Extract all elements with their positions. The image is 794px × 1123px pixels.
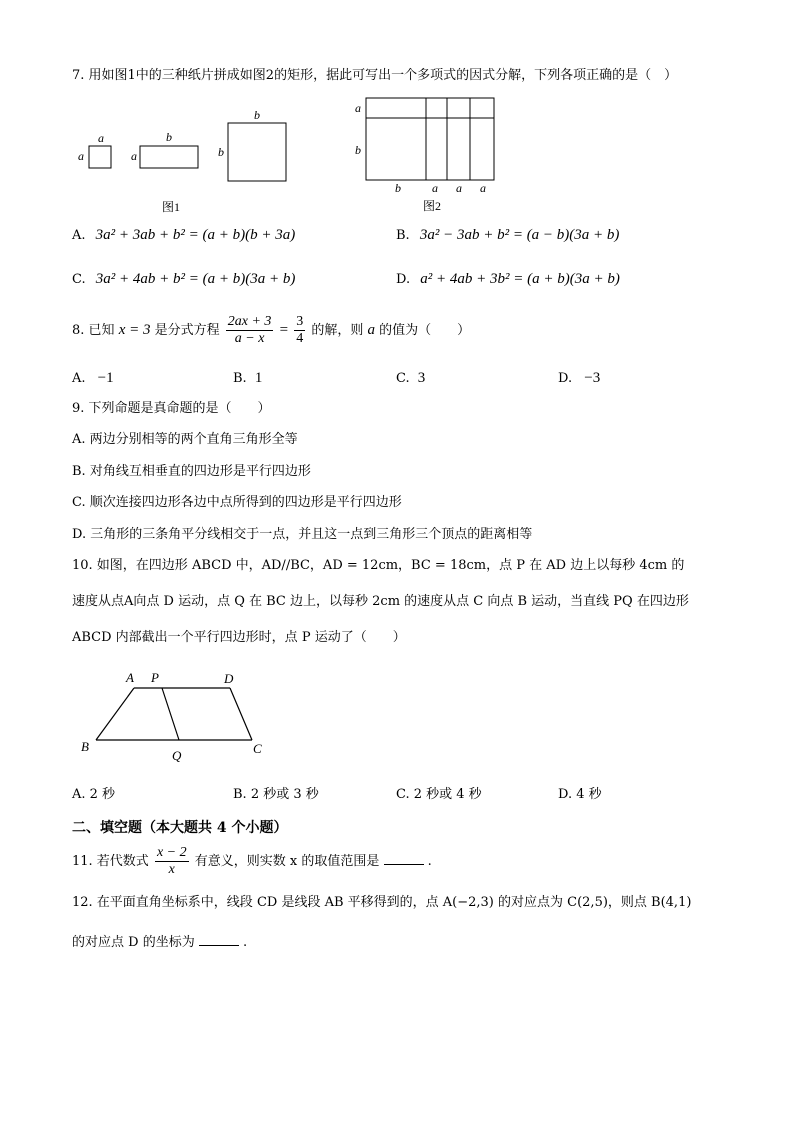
fig2-bottom-a3: a <box>480 181 486 195</box>
q12-answer-blank[interactable] <box>199 933 239 946</box>
side-dc <box>230 688 252 740</box>
q11-stem: 11. 若代数式 $\frac{x - 2}{x}$ 有意义，则实数 x 的取值范围是 . <box>72 845 432 877</box>
q8-condition: x = 3 <box>118 322 151 338</box>
q7-option-c-formula: 3a² + 4ab + b² = (a + b)(3a + b) <box>95 271 296 287</box>
q12-stem-line2: 的对应点 D 的坐标为 . <box>72 935 248 950</box>
fig1-caption: 图1 <box>162 200 181 214</box>
fig2-caption: 图2 <box>423 199 442 213</box>
large-square-b <box>228 123 286 181</box>
fig2-bottom-a1: a <box>432 181 438 195</box>
q10-stem-line1: 10. 如图，在四边形 ABCD 中，AD//BC，AD = 12cm，BC = 18cm，点 P 在 AD 边上以每秒 4cm 的 <box>72 558 685 573</box>
q9-option-a[interactable]: A. 两边分别相等的两个直角三角形全等 <box>72 432 298 447</box>
sq-b-left-label: b <box>218 145 224 159</box>
big-rectangle <box>366 98 494 180</box>
q10-option-d[interactable]: D. 4 秒 <box>558 787 602 802</box>
q9-option-d[interactable]: D. 三角形的三条角平分线相交于一点，并且这一点到三角形三个顶点的距离相等 <box>72 527 533 542</box>
q8-fraction-left: $\frac{2ax + 3}{a - x}$ <box>227 314 272 346</box>
sq-a-top-label: a <box>98 131 104 145</box>
q10-stem-line2: 速度从点A向点 D 运动，点 Q 在 BC 边上，以每秒 2cm 的速度从点 C 向点 B 运动，当直线 PQ 在四边形 <box>72 594 689 609</box>
q7-option-d[interactable]: D. a² + 4ab + 3b² = (a + b)(3a + b) <box>396 271 620 287</box>
segment-pq <box>162 688 179 740</box>
side-ab <box>96 688 134 740</box>
q10-stem-line3: ABCD 内部截出一个平行四边形时，点 P 运动了（ ） <box>72 630 406 645</box>
rect-ab <box>140 146 198 168</box>
q7-option-b[interactable]: B. 3a² − 3ab + b² = (a − b)(3a + b) <box>396 227 620 243</box>
label-d: D <box>224 671 234 686</box>
q7-stem: 7. 用如图1中的三种纸片拼成如图2的矩形，据此可写出一个多项式的因式分解，下列各项正确的是（ ） <box>72 68 678 83</box>
q7-option-a[interactable]: A. 3a² + 3ab + b² = (a + b)(b + 3a) <box>72 227 296 243</box>
sq-b-top-label: b <box>254 108 260 122</box>
q11-fraction: $\frac{x - 2}{x}$ <box>156 845 187 877</box>
q7-option-b-formula: 3a² − 3ab + b² = (a − b)(3a + b) <box>419 227 620 243</box>
sq-a-left-label: a <box>78 149 84 163</box>
label-b: B <box>81 739 89 754</box>
q10-option-b[interactable]: B. 2 秒或 3 秒 <box>233 787 319 802</box>
q8-option-c[interactable]: C. 3 <box>396 370 426 386</box>
q7-figure-2 <box>350 92 510 217</box>
q10-option-a[interactable]: A. 2 秒 <box>72 787 116 802</box>
label-c: C <box>253 741 262 756</box>
q10-option-c[interactable]: C. 2 秒或 4 秒 <box>396 787 482 802</box>
q7-option-a-formula: 3a² + 3ab + b² = (a + b)(b + 3a) <box>95 227 296 243</box>
q8-option-b[interactable]: B. 1 <box>233 370 263 386</box>
q9-stem: 9. 下列命题是真命题的是（ ） <box>72 401 271 416</box>
section-title-fill-in: 二、填空题（本大题共 4 个小题） <box>72 820 288 836</box>
q11-answer-blank[interactable] <box>384 852 424 865</box>
q8-option-d[interactable]: D. −3 <box>558 370 601 386</box>
q10-figure <box>76 668 276 768</box>
small-square-a <box>89 146 111 168</box>
q7-option-d-formula: a² + 4ab + 3b² = (a + b)(3a + b) <box>420 271 620 287</box>
q9-option-b[interactable]: B. 对角线互相垂直的四边形是平行四边形 <box>72 464 311 479</box>
label-a: A <box>126 670 134 685</box>
fig2-bottom-a2: a <box>456 181 462 195</box>
q8-stem: 8. 已知 x = 3 是分式方程 $\frac{2ax + 3}{a - x}$ = $\frac{3}{4}$ 的解，则 a 的值为（ ） <box>72 314 471 346</box>
fig2-bottom-b: b <box>395 181 401 195</box>
label-p: P <box>151 670 159 685</box>
fig2-left-a: a <box>355 101 361 115</box>
rect-top-label: b <box>166 130 172 144</box>
q8-fraction-right: $\frac{3}{4}$ <box>296 314 304 346</box>
q9-option-c[interactable]: C. 顺次连接四边形各边中点所得到的四边形是平行四边形 <box>72 495 402 510</box>
q12-stem-line1: 12. 在平面直角坐标系中，线段 CD 是线段 AB 平移得到的，点 A(−2,3) 的对应点为 C(2,5)，则点 B(4,1) <box>72 895 692 910</box>
q7-option-c[interactable]: C. 3a² + 4ab + b² = (a + b)(3a + b) <box>72 271 296 287</box>
q7-figure-1 <box>70 108 310 218</box>
rect-left-label: a <box>131 149 137 163</box>
fig2-left-b: b <box>355 143 361 157</box>
label-q: Q <box>172 748 182 763</box>
q8-option-a[interactable]: A. −1 <box>72 370 114 386</box>
